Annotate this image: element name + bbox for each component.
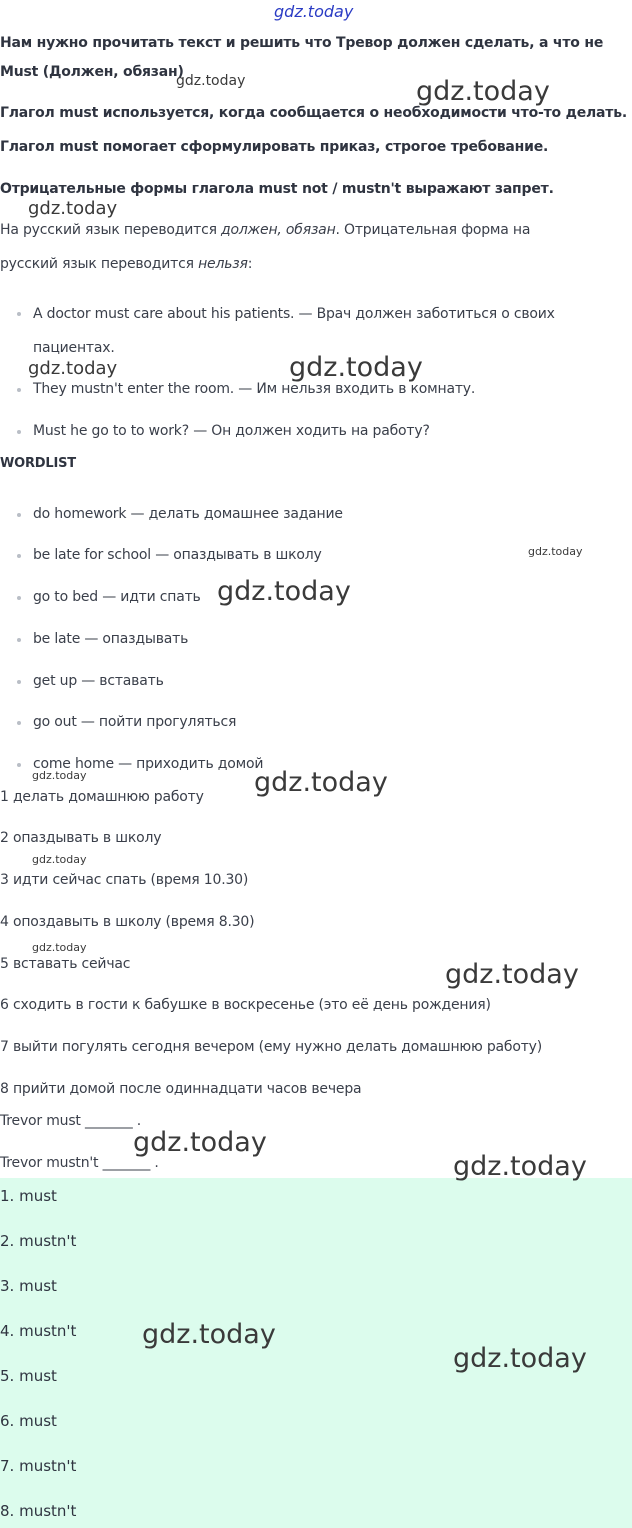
answer-item: 7. mustn't xyxy=(0,1457,77,1475)
watermark: gdz.today xyxy=(32,853,87,866)
watermark: gdz.today xyxy=(133,1127,267,1158)
watermark: gdz.today xyxy=(416,76,550,107)
watermark: gdz.today xyxy=(32,769,87,782)
task-item: 8 прийти домой после одиннадцати часов вечера xyxy=(0,1081,362,1097)
watermark: gdz.today xyxy=(528,545,583,558)
bullet-icon xyxy=(17,763,21,767)
wordlist-item: do homework — делать домашнее задание xyxy=(33,506,343,522)
intro-line-2: Must (Должен, обязан) xyxy=(0,64,184,80)
example-item: A doctor must care about his patients. — Врач должен заботиться о своих xyxy=(33,306,555,322)
wordlist-heading: WORDLIST xyxy=(0,456,76,471)
answer-item: 6. must xyxy=(0,1412,57,1430)
example-item: They mustn't enter the room. — Им нельзя входить в комнату. xyxy=(33,381,476,397)
wordlist-item: be late for school — опаздывать в школу xyxy=(33,547,322,563)
intro-line-1: Нам нужно прочитать текст и решить что Тревор должен сделать, а что не xyxy=(0,35,604,51)
translation-line-1 xyxy=(0,221,530,239)
task-item: 7 выйти погулять сегодня вечером (ему нужно делать домашнюю работу) xyxy=(0,1039,543,1055)
watermark: gdz.today xyxy=(445,959,579,990)
translation-text: : xyxy=(247,256,253,272)
answer-item: 2. mustn't xyxy=(0,1232,77,1250)
wordlist-item: come home — приходить домой xyxy=(33,756,264,772)
answer-item: 3. must xyxy=(0,1277,57,1295)
bullet-icon xyxy=(17,554,21,558)
translation-text: . Отрицательная форма на xyxy=(335,222,531,238)
bullet-icon xyxy=(17,638,21,642)
example-item-cont: пациентах. xyxy=(33,340,115,356)
bullet-icon xyxy=(17,430,21,434)
watermark: gdz.today xyxy=(142,1319,276,1350)
answer-item: 5. must xyxy=(0,1367,57,1385)
bullet-icon xyxy=(17,388,21,392)
watermark: gdz.today xyxy=(254,767,388,798)
translation-text: русский язык переводится xyxy=(0,256,199,272)
translation-italic: должен, обязан xyxy=(221,222,336,238)
answer-item: 8. mustn't xyxy=(0,1502,77,1520)
task-item: 5 вставать сейчас xyxy=(0,956,131,972)
bullet-icon xyxy=(17,312,21,316)
translation-line-2 xyxy=(0,255,252,273)
task-item: 4 опоздавыть в школу (время 8.30) xyxy=(0,914,255,930)
watermark: gdz.today xyxy=(28,198,118,219)
watermark: gdz.today xyxy=(32,941,87,954)
watermark: gdz.today xyxy=(453,1151,587,1182)
answer-item: 1. must xyxy=(0,1187,57,1205)
wordlist-item: go to bed — идти спать xyxy=(33,589,201,605)
translation-text: На русский язык переводится xyxy=(0,222,222,238)
translation-italic: нельзя xyxy=(198,256,248,272)
bullet-icon xyxy=(17,596,21,600)
watermark: gdz.today xyxy=(453,1343,587,1374)
answer-item: 4. mustn't xyxy=(0,1322,77,1340)
wordlist-item: get up — вставать xyxy=(33,673,164,689)
example-item: Must he go to to work? — Он должен ходить на работу? xyxy=(33,423,430,439)
intro-line-3: Глагол must используется, когда сообщается о необходимости что-то делать. xyxy=(0,105,627,121)
task-item: 2 опаздывать в школу xyxy=(0,830,162,846)
watermark: gdz.today xyxy=(176,73,246,89)
bullet-icon xyxy=(17,680,21,684)
watermark: gdz.today xyxy=(289,352,423,383)
wordlist-item: go out — пойти прогуляться xyxy=(33,714,237,730)
task-item: 1 делать домашнюю работу xyxy=(0,789,204,805)
wordlist-item: be late — опаздывать xyxy=(33,631,189,647)
task-item: 3 идти сейчас спать (время 10.30) xyxy=(0,872,249,888)
bullet-icon xyxy=(17,721,21,725)
task-item: 6 сходить в гости к бабушке в воскресенье (это её день рождения) xyxy=(0,997,491,1013)
watermark: gdz.today xyxy=(217,576,351,607)
watermark: gdz.today xyxy=(28,358,118,379)
intro-line-5: Отрицательные формы глагола must not / mustn't выражают запрет. xyxy=(0,181,554,197)
pattern-mustnt: Trevor mustn't _______ . xyxy=(0,1155,159,1171)
intro-line-4: Глагол must помогает сформулировать приказ, строгое требование. xyxy=(0,139,549,155)
site-logo[interactable]: gdz.today xyxy=(274,2,354,21)
pattern-must: Trevor must _______ . xyxy=(0,1113,142,1129)
bullet-icon xyxy=(17,513,21,517)
